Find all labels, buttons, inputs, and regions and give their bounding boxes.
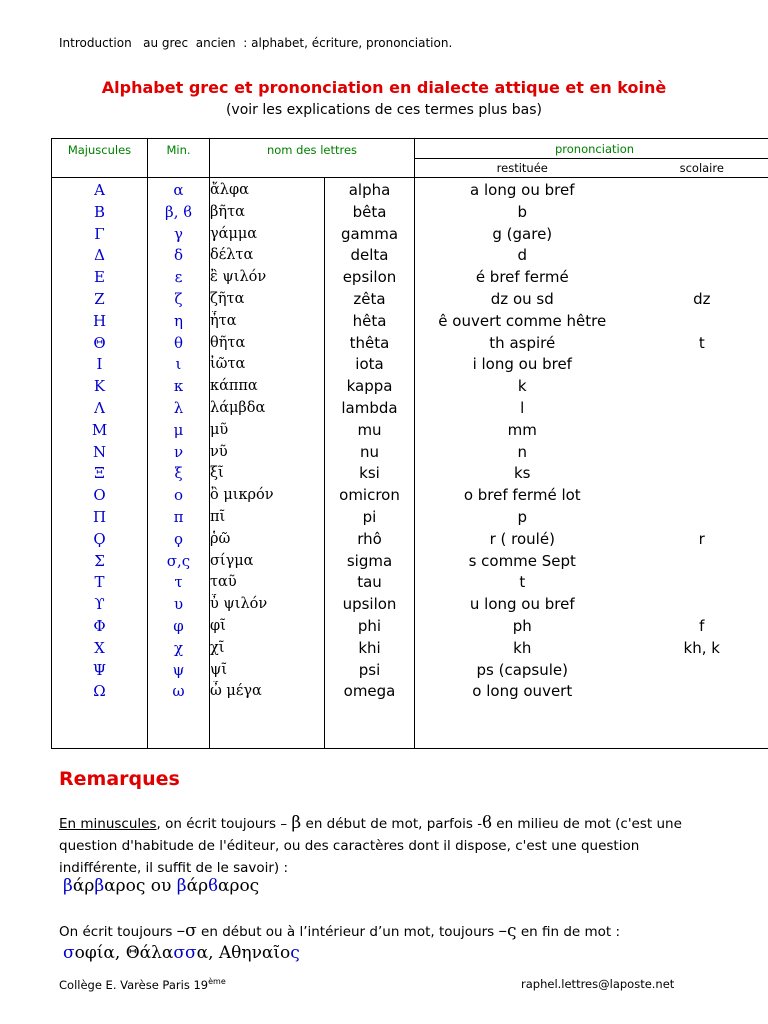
pronunciation-restituee: u long ou bref bbox=[469, 595, 575, 614]
pronunciation-scolaire bbox=[630, 572, 768, 594]
greek-name: φῖ bbox=[210, 617, 226, 634]
remark-text: en début ou à l’intérieur d’un mot, toujours bbox=[196, 924, 499, 940]
latin-name: omega bbox=[343, 682, 396, 701]
majuscule-letter: Ζ bbox=[94, 289, 105, 308]
minuscule-letter: ο bbox=[173, 486, 184, 505]
majuscule-letter: Ε bbox=[94, 268, 105, 287]
example-sophia bbox=[63, 943, 300, 963]
pronunciation-restituee: a long ou bref bbox=[470, 181, 575, 199]
greek-name: λάμβδα bbox=[210, 399, 266, 416]
minuscules-column bbox=[148, 178, 210, 749]
majuscule-letter: Δ bbox=[94, 246, 105, 265]
example-text: αρος ου bbox=[104, 876, 177, 896]
minuscule-letter: δ bbox=[173, 246, 184, 265]
minuscule-letter: φ bbox=[173, 616, 184, 635]
example-text: οφία, Θάλα bbox=[74, 943, 174, 963]
minuscule-letter: χ bbox=[173, 638, 184, 657]
greek-name: ψῖ bbox=[210, 661, 228, 678]
col-header-restituee: restituée bbox=[415, 159, 630, 178]
greek-name: χῖ bbox=[210, 639, 225, 656]
example-text: αρος bbox=[217, 876, 260, 896]
latin-name: mu bbox=[357, 420, 382, 439]
latin-name: zêta bbox=[353, 289, 386, 308]
footer-email: raphel.lettres@laposte.net bbox=[521, 977, 675, 991]
example-letter: σσ bbox=[173, 943, 197, 963]
pronunciation-restituee: ps (capsule) bbox=[476, 660, 569, 679]
majuscule-letter: Φ bbox=[93, 616, 106, 635]
latin-name: hêta bbox=[352, 311, 387, 330]
remark-paragraph-beta bbox=[59, 812, 719, 879]
minuscule-letter: β, ϐ bbox=[165, 202, 192, 221]
majuscule-letter: Ψ bbox=[92, 660, 107, 679]
pronunciation-scolaire bbox=[630, 463, 768, 485]
latin-name: phi bbox=[357, 616, 382, 635]
pronunciation-scolaire: kh, k bbox=[683, 638, 720, 657]
latin-name: ksi bbox=[359, 464, 380, 483]
greek-name: νῦ bbox=[210, 443, 228, 460]
pronunciation-scolaire: r bbox=[698, 529, 705, 548]
example-text: α, Αθηναῖο bbox=[196, 943, 291, 963]
pronunciation-restituee: ks bbox=[514, 464, 531, 483]
footer-sup: ème bbox=[208, 977, 226, 986]
greek-name: πῖ bbox=[210, 508, 226, 525]
minuscule-letter: π bbox=[173, 507, 184, 526]
pronunciation-scolaire bbox=[630, 442, 768, 464]
minuscule-letter: η bbox=[174, 311, 183, 330]
col-header-min: Min. bbox=[148, 139, 210, 178]
minuscule-letter: σ,ς bbox=[166, 551, 191, 570]
example-letter: β bbox=[94, 876, 105, 896]
greek-name: ῥῶ bbox=[210, 530, 231, 547]
pronunciation-restituee: t bbox=[519, 573, 526, 592]
minuscule-letter: ξ bbox=[174, 464, 183, 483]
pronunciation-restituee: k bbox=[517, 377, 527, 396]
minuscule-letter: ω bbox=[172, 682, 185, 701]
majuscule-letter: Ι bbox=[96, 355, 103, 374]
pronunciation-scolaire bbox=[630, 376, 768, 398]
greek-name: ἒ ψιλόν bbox=[210, 269, 267, 286]
majuscule-letter: Β bbox=[93, 202, 106, 221]
latin-name: lambda bbox=[341, 398, 398, 417]
minuscule-letter: ε bbox=[174, 268, 183, 287]
minuscule-letter: κ bbox=[173, 377, 184, 396]
remark-text: en début de mot, parfois - bbox=[301, 816, 483, 832]
latin-names-column bbox=[325, 178, 415, 749]
majuscule-letter: Θ bbox=[93, 333, 106, 352]
example-letter: ς bbox=[290, 943, 300, 963]
example-text: ά bbox=[186, 876, 199, 896]
pronunciation-restituee: dz ou sd bbox=[490, 289, 554, 308]
pronunciation-scolaire bbox=[630, 551, 768, 573]
remark-text: , on écrit toujours – bbox=[156, 816, 292, 832]
latin-name: rhô bbox=[357, 529, 382, 548]
pronunciation-scolaire bbox=[630, 398, 768, 420]
sigma-final-symbol: –ς bbox=[498, 921, 517, 941]
greek-name: σίγμα bbox=[210, 552, 254, 569]
greek-name: βῆτα bbox=[210, 203, 245, 220]
majuscule-letter: Ω bbox=[93, 682, 106, 701]
pronunciation-scolaire bbox=[630, 420, 768, 442]
pronunciation-restituee: é bref fermé bbox=[475, 268, 569, 287]
beta-initial-symbol: β bbox=[291, 813, 302, 833]
minuscule-letter: θ bbox=[173, 333, 184, 352]
pronunciation-restituee: mm bbox=[507, 420, 537, 439]
sigma-medial-symbol: –σ bbox=[176, 921, 197, 941]
latin-name: alpha bbox=[348, 181, 391, 199]
example-letter: ϐ bbox=[208, 876, 218, 896]
pronunciation-scolaire bbox=[630, 180, 768, 202]
majuscule-letter: Μ bbox=[91, 420, 108, 439]
col-header-scolaire: scolaire bbox=[630, 159, 768, 178]
pronunciation-scolaire bbox=[630, 594, 768, 616]
majuscule-letter: Τ bbox=[94, 573, 105, 592]
example-letter: σ bbox=[63, 943, 75, 963]
majuscule-letter: Κ bbox=[93, 377, 106, 396]
example-barbaros bbox=[63, 876, 259, 896]
remarques-heading: Remarques bbox=[59, 768, 180, 790]
greek-names-column bbox=[210, 178, 325, 749]
latin-name: thêta bbox=[349, 333, 390, 352]
pronunciation-restituee: kh bbox=[513, 638, 532, 657]
example-text: ρ bbox=[84, 876, 95, 896]
minuscule-letter: λ bbox=[173, 398, 184, 417]
pronunciation-scolaire: t bbox=[698, 333, 705, 352]
pronunciation-restituee: n bbox=[517, 442, 528, 461]
scolaire-column bbox=[630, 178, 768, 749]
footer-school-text: Collège E. Varèse Paris 19 bbox=[59, 977, 209, 992]
latin-name: tau bbox=[357, 573, 382, 592]
minuscule-letter: α bbox=[173, 181, 184, 199]
minuscule-letter: ζ bbox=[174, 289, 183, 308]
document-header: Introduction au grec ancien : alphabet, écriture, prononciation. bbox=[59, 36, 453, 50]
pronunciation-scolaire bbox=[630, 224, 768, 246]
beta-medial-symbol: ϐ bbox=[482, 813, 492, 833]
pronunciation-restituee: th aspiré bbox=[489, 333, 556, 352]
greek-name: ὦ μέγα bbox=[210, 683, 262, 700]
footer-school bbox=[59, 977, 226, 992]
greek-name: ὂ μικρόν bbox=[210, 487, 274, 504]
greek-name: θῆτα bbox=[210, 334, 246, 351]
greek-name: ταῦ bbox=[210, 574, 237, 591]
majuscule-letter: Ϙ bbox=[93, 529, 106, 548]
pronunciation-restituee: p bbox=[517, 507, 528, 526]
pronunciation-restituee: l bbox=[520, 398, 525, 417]
pronunciation-restituee: ph bbox=[512, 616, 532, 635]
minuscule-letter: ϙ bbox=[173, 529, 184, 548]
greek-name: ἄλφα bbox=[210, 182, 249, 198]
remark-paragraph-sigma bbox=[59, 920, 719, 943]
pronunciation-scolaire bbox=[630, 354, 768, 376]
greek-name: μῦ bbox=[210, 421, 229, 438]
greek-name: ὖ ψιλόν bbox=[210, 596, 268, 613]
pronunciation-scolaire bbox=[630, 267, 768, 289]
pronunciation-scolaire bbox=[630, 202, 768, 224]
pronunciation-scolaire bbox=[630, 681, 768, 703]
majuscule-letter: Γ bbox=[94, 224, 105, 243]
pronunciation-restituee: d bbox=[517, 246, 528, 265]
greek-name: δέλτα bbox=[210, 247, 254, 264]
majuscule-letter: ϒ bbox=[94, 595, 105, 614]
majuscule-letter: Λ bbox=[94, 398, 105, 417]
latin-name: delta bbox=[350, 246, 389, 265]
pronunciation-restituee: s comme Sept bbox=[468, 551, 576, 570]
latin-name: gamma bbox=[340, 224, 399, 243]
minuscule-letter: γ bbox=[174, 224, 183, 243]
majuscule-letter: Α bbox=[94, 181, 105, 199]
pronunciation-restituee: r ( roulé) bbox=[489, 529, 555, 548]
latin-name: kappa bbox=[346, 377, 393, 396]
remark-text: On écrit toujours bbox=[59, 924, 177, 940]
greek-name: ἦτα bbox=[210, 312, 237, 329]
pronunciation-restituee: i long ou bref bbox=[472, 355, 572, 374]
example-letter: β bbox=[176, 876, 187, 896]
pronunciation-scolaire bbox=[630, 485, 768, 507]
pronunciation-scolaire bbox=[630, 507, 768, 529]
majuscules-column bbox=[52, 178, 148, 749]
pronunciation-scolaire: dz bbox=[693, 289, 711, 308]
latin-name: upsilon bbox=[342, 595, 397, 614]
latin-name: omicron bbox=[339, 486, 400, 505]
majuscule-letter: Ξ bbox=[94, 464, 105, 483]
col-header-majuscules: Majuscules bbox=[52, 139, 148, 178]
latin-name: sigma bbox=[346, 551, 393, 570]
minuscule-letter: ι bbox=[175, 355, 182, 374]
pronunciation-scolaire bbox=[630, 245, 768, 267]
restituee-column bbox=[415, 178, 630, 749]
pronunciation-restituee: o long ouvert bbox=[472, 682, 573, 701]
latin-name: khi bbox=[358, 638, 381, 657]
greek-name: κάππα bbox=[210, 378, 258, 395]
greek-name: ζῆτα bbox=[210, 290, 245, 307]
latin-name: pi bbox=[362, 507, 377, 526]
latin-name: bêta bbox=[352, 202, 387, 221]
alphabet-table bbox=[51, 138, 768, 749]
latin-name: psi bbox=[358, 660, 381, 679]
pronunciation-scolaire: f bbox=[699, 616, 705, 635]
page-title: Alphabet grec et prononciation en dialecte attique et en koinè bbox=[101, 78, 667, 97]
majuscule-letter: Π bbox=[92, 507, 107, 526]
example-text: ρ bbox=[198, 876, 209, 896]
pronunciation-restituee: g (gare) bbox=[492, 224, 553, 243]
pronunciation-restituee: o bref fermé lot bbox=[463, 486, 581, 505]
latin-name: nu bbox=[360, 442, 380, 461]
pronunciation-scolaire bbox=[630, 660, 768, 682]
minuscule-letter: τ bbox=[174, 573, 183, 592]
latin-name: epsilon bbox=[342, 268, 397, 287]
pronunciation-scolaire bbox=[630, 311, 768, 333]
pronunciation-restituee: b bbox=[517, 202, 528, 221]
minuscule-letter: ν bbox=[173, 442, 184, 461]
minuscule-letter: μ bbox=[173, 420, 184, 439]
majuscule-letter: Ν bbox=[92, 442, 107, 461]
col-header-nom: nom des lettres bbox=[210, 139, 415, 178]
remark-text: en fin de mot : bbox=[516, 924, 621, 940]
latin-name: iota bbox=[355, 355, 384, 374]
majuscule-letter: Η bbox=[92, 311, 107, 330]
greek-name: ξῖ bbox=[210, 465, 224, 482]
page-subtitle: (voir les explications de ces termes plus bas) bbox=[225, 102, 543, 118]
greek-name: ἰῶτα bbox=[210, 356, 246, 373]
majuscule-letter: Ο bbox=[93, 486, 106, 505]
majuscule-letter: Χ bbox=[94, 638, 105, 657]
example-letter: β bbox=[63, 876, 73, 896]
majuscule-letter: Σ bbox=[94, 551, 105, 570]
remark-underlined-term: En minuscules bbox=[59, 816, 157, 832]
remark-text: en milieu de mot (c'est une question d'habitude de l'éditeur, ou des caractères dont il dispose, c'est une question indifférente, il suffit de le savoir) : bbox=[59, 816, 682, 876]
minuscule-letter: υ bbox=[173, 595, 184, 614]
col-header-prononciation: prononciation bbox=[415, 139, 768, 159]
example-text: ά bbox=[72, 876, 85, 896]
pronunciation-restituee: ê ouvert comme hêtre bbox=[438, 311, 607, 330]
greek-name: γάμμα bbox=[210, 225, 258, 242]
minuscule-letter: ψ bbox=[172, 660, 185, 679]
